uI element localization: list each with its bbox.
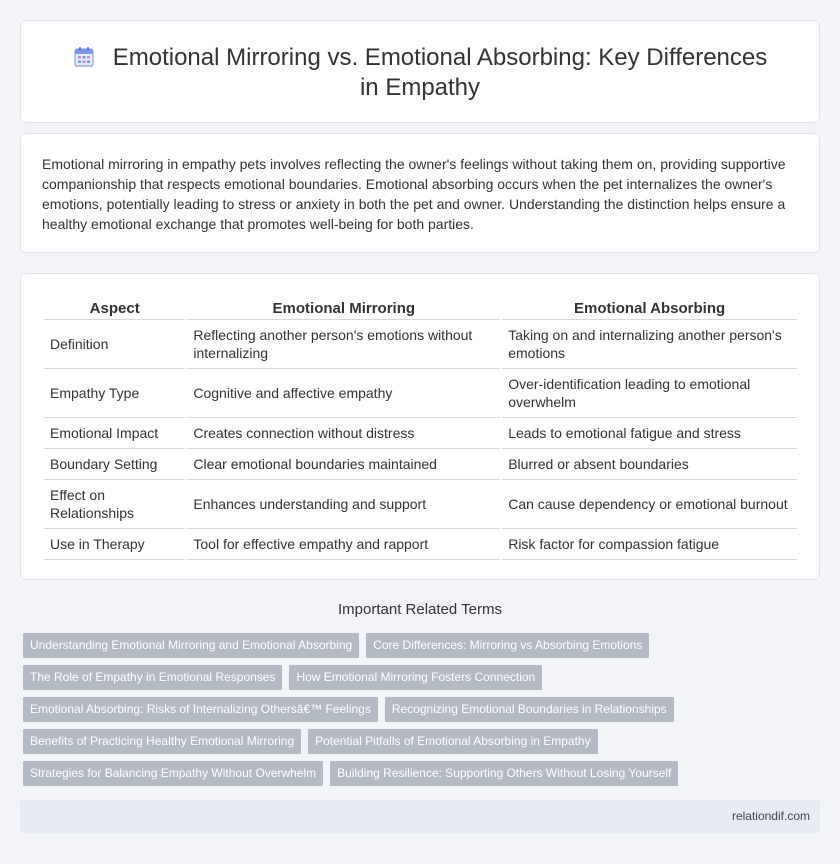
cell-mirroring: Creates connection without distress — [187, 418, 500, 449]
related-tag[interactable]: Potential Pitfalls of Emotional Absorbing in Empathy — [308, 729, 597, 754]
cell-absorbing: Leads to emotional fatigue and stress — [502, 418, 797, 449]
comparison-table-card — [20, 273, 820, 580]
table-header-row — [44, 296, 797, 320]
cell-absorbing: Blurred or absent boundaries — [502, 449, 797, 480]
footer — [20, 800, 820, 833]
cell-absorbing: Taking on and internalizing another person's emotions — [502, 320, 797, 369]
related-tag[interactable]: Benefits of Practicing Healthy Emotional Mirroring — [23, 729, 301, 754]
related-tag[interactable]: The Role of Empathy in Emotional Responses — [23, 665, 282, 690]
footer-site-link[interactable]: relationdif.com — [731, 809, 810, 823]
table-row — [44, 480, 797, 529]
calendar-icon — [73, 46, 95, 68]
cell-aspect: Effect on Relationships — [44, 480, 185, 529]
cell-mirroring: Clear emotional boundaries maintained — [187, 449, 500, 480]
page-title-text: Emotional Mirroring vs. Emotional Absorbing: Key Differences in Empathy — [112, 44, 768, 101]
related-tag[interactable]: Strategies for Balancing Empathy Without Overwhelm — [23, 761, 323, 786]
related-tag[interactable]: How Emotional Mirroring Fosters Connection — [289, 665, 542, 690]
cell-aspect: Empathy Type — [44, 369, 185, 418]
title-card — [20, 20, 820, 123]
cell-mirroring: Cognitive and affective empathy — [187, 369, 500, 418]
table-row — [44, 418, 797, 449]
related-tag[interactable]: Emotional Absorbing: Risks of Internalizing Othersâ€™ Feelings — [23, 697, 378, 722]
related-tags-row — [23, 633, 649, 658]
header-aspect: Aspect — [44, 296, 185, 320]
related-tag[interactable]: Building Resilience: Supporting Others Without Losing Yourself — [330, 761, 678, 786]
related-tags-row — [23, 665, 542, 690]
table-row — [44, 369, 797, 418]
table-row — [44, 449, 797, 480]
related-tag[interactable]: Core Differences: Mirroring vs Absorbing Emotions — [366, 633, 649, 658]
cell-mirroring: Enhances understanding and support — [187, 480, 500, 529]
header-emotional-mirroring: Emotional Mirroring — [187, 296, 500, 320]
cell-absorbing: Can cause dependency or emotional burnout — [502, 480, 797, 529]
cell-absorbing: Over-identification leading to emotional overwhelm — [502, 369, 797, 418]
related-tags-row — [23, 761, 678, 786]
title-wrap — [61, 43, 779, 103]
comparison-table — [42, 296, 799, 560]
cell-mirroring: Reflecting another person's emotions without internalizing — [187, 320, 500, 369]
cell-aspect: Emotional Impact — [44, 418, 185, 449]
related-terms-title: Important Related Terms — [338, 601, 502, 618]
intro-paragraph: Emotional mirroring in empathy pets involves reflecting the owner's feelings without taking them on, providing supportive companionship that respects emotional boundaries. Emotional absorbing occurs when the pet internalizes the owner's emotions, potentially leading to stress or anxiety in both the pet and owner. Understanding the distinction helps ensure a healthy emotional exchange that promotes well-being for both parties. — [42, 156, 786, 232]
related-tag[interactable]: Understanding Emotional Mirroring and Emotional Absorbing — [23, 633, 359, 658]
cell-aspect: Boundary Setting — [44, 449, 185, 480]
cell-aspect: Definition — [44, 320, 185, 369]
cell-aspect: Use in Therapy — [44, 529, 185, 560]
page-title — [61, 43, 779, 103]
header-emotional-absorbing: Emotional Absorbing — [502, 296, 797, 320]
related-tag[interactable]: Recognizing Emotional Boundaries in Relationships — [385, 697, 674, 722]
cell-absorbing: Risk factor for compassion fatigue — [502, 529, 797, 560]
intro-card — [20, 133, 820, 253]
related-tags-row — [23, 697, 674, 722]
cell-mirroring: Tool for effective empathy and rapport — [187, 529, 500, 560]
related-tags-row — [23, 729, 598, 754]
table-row — [44, 529, 797, 560]
table-row — [44, 320, 797, 369]
